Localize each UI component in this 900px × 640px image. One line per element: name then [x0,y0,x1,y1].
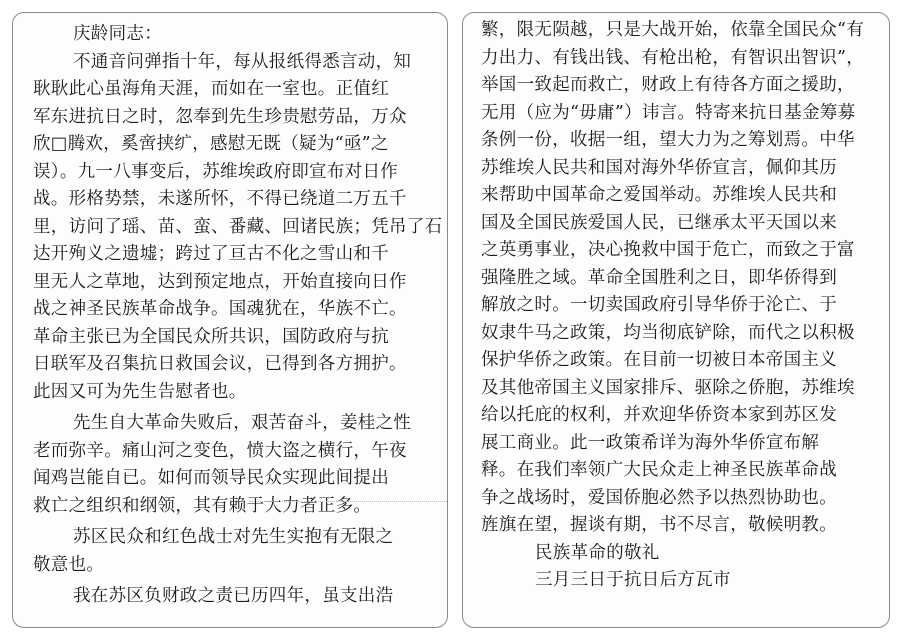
text-line: 举国一致起而救亡，财政上有待各方面之援助， [481,75,855,95]
text-line: 庆龄同志： [73,24,162,44]
text-line: 保护华侨之政策。在目前一切被日本帝国主义 [481,350,837,370]
text-line: 奴隶牛马之政策，均当彻底铲除，而代之以积极 [481,322,855,343]
text-line: 军东进抗日之时，忽奉到先生珍贵慰劳品，万众 [33,106,407,127]
text-line: 欣□腾欢，奚啻挟纩，感慰无既（疑为“亟”之 [33,134,389,154]
text-line: 敬意也。 [33,554,105,575]
text-line: 先生自大革命失败后，艰苦奋斗，姜桂之性 [73,413,412,433]
text-line: 民族革命的敬礼 [535,542,660,563]
text-line: 及其他帝国主义国家排斥、驱除之侨胞，苏维埃 [481,377,855,398]
text-line: 老而弥辛。痛山河之变色，愤大盗之横行，午夜 [33,440,407,461]
text-line: 苏区民众和红色战士对先生实抱有无限之 [73,527,394,547]
text-line: 条例一份，收据一组，望大力为之筹划焉。中华 [481,130,855,150]
left-column-text [33,21,443,611]
text-line: 解放之时。一切卖国政府引导华侨于沦亡、于 [481,295,837,315]
text-line: 战之神圣民族革命战争。国魂犹在，华族不亡。 [33,299,407,319]
text-line: 救亡之组织和纲领，其有赖于大力者正多。 [33,495,372,516]
text-line: 误）。九一八事变后，苏维埃政府即宣布对日作 [33,161,399,182]
text-line: 我在苏区负财政之责已历四年，虽支出浩 [73,586,394,606]
text-line: 给以托庇的权利，并欢迎华侨资本家到苏区发 [481,405,837,425]
text-line: 展工商业。此一政策希详为海外华侨宣布解 [481,432,820,453]
text-line: 之英勇事业，决心挽救中国于危亡，而致之于富 [481,240,855,260]
text-line: 闻鸡岂能自已。如何而领导民众实现此间提出 [33,468,389,488]
text-line: 里，访问了瑶、苗、蛮、番藏、回诸民族；凭吊了石 [33,216,443,237]
text-line: 国及全国民族爱国人民，已继承太平天国以来 [481,212,837,233]
right-column-text [481,17,879,595]
text-line: 战。形格势禁，未遂所怀，不得已绕道二万五千 [33,189,407,209]
text-line: 革命主张已为全国民众所共识，国防政府与抗 [33,326,389,347]
text-line: 来帮助中国革命之爱国举动。苏维埃人民共和 [481,185,837,205]
text-line: 力出力、有钱出钱、有枪出枪，有智识出智识”， [481,47,865,68]
text-line: 不通音问弹指十年，每从报纸得悉言动，知 [73,51,412,72]
text-line: 此因又可为先生告慰者也。 [33,381,247,402]
text-line: 日联军及召集抗日救国会议，已得到各方拥护。 [33,354,407,374]
text-line: 里无人之草地，达到预定地点，开始直接向日作 [33,271,407,292]
text-line: 强隆胜之域。革命全国胜利之日，即华侨得到 [481,267,837,288]
text-line: 争之战场时，爱国侨胞必然予以热烈协助也。 [481,487,837,508]
text-line: 无用（应为“毋庸”）讳言。特寄来抗日基金筹募 [481,102,856,123]
text-line: 旌旗在望，握谈有期，书不尽言，敬候明教。 [481,515,837,535]
text-line: 达开殉义之遗墟；跨过了亘古不化之雪山和千 [33,244,389,264]
left-text-panel [12,12,448,628]
text-line: 释。在我们率领广大民众走上神圣民族革命战 [481,460,837,480]
text-line: 繁，限无陨越，只是大战开始，依靠全国民众“有 [481,20,865,40]
text-line: 耿耿此心虽海角天涯，而如在一室也。正值红 [33,79,389,99]
text-line: 苏维埃人民共和国对海外华侨宣言，佩仰其历 [481,157,837,178]
right-text-panel [462,12,890,628]
text-line: 三月三日于抗日后方瓦市 [535,570,731,590]
scan-artifact-line [249,501,448,504]
